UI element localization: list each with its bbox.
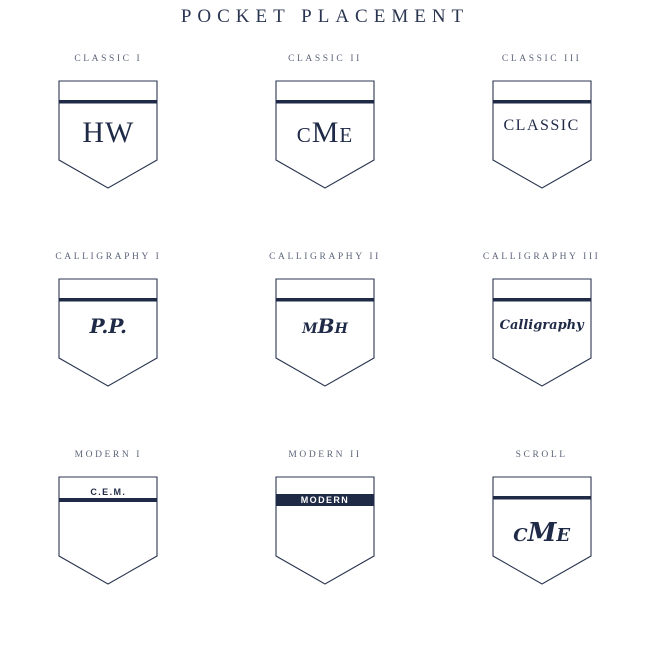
- pocket-band: [493, 298, 591, 302]
- pocket-shape: [492, 476, 592, 586]
- pocket-option-label: CALLIGRAPHY III: [482, 252, 601, 262]
- pocket-outline-icon: [492, 278, 592, 388]
- monogram: [58, 118, 158, 148]
- monogram-letter-center: B: [317, 314, 335, 338]
- pocket-option-label: MODERN I: [74, 450, 143, 460]
- monogram-letter-left: H: [82, 116, 105, 149]
- pocket-option[interactable]: [217, 54, 434, 252]
- monogram-letter-left: P.: [89, 314, 109, 338]
- pocket-shape: [275, 278, 375, 388]
- pocket-option-label: SCROLL: [515, 450, 568, 460]
- monogram-text: C.E.M.: [90, 487, 127, 497]
- pocket-option-label: MODERN II: [288, 450, 362, 460]
- pocket-band: [59, 100, 157, 104]
- pocket-option[interactable]: [433, 252, 650, 450]
- monogram: [275, 118, 375, 148]
- monogram-letter-left: C: [513, 525, 528, 546]
- monogram-letter-right: E: [339, 123, 354, 147]
- monogram-text: MODERN: [300, 495, 350, 505]
- pocket-band: [59, 498, 157, 502]
- pocket-option[interactable]: [217, 450, 434, 648]
- monogram-letter-center: M: [311, 116, 340, 149]
- pocket-band: [493, 100, 591, 104]
- pocket-option-label: CALLIGRAPHY II: [269, 252, 381, 262]
- monogram: [58, 488, 158, 497]
- pocket-shape: [58, 80, 158, 190]
- monogram: [492, 316, 592, 332]
- pocket-outline-icon: [492, 80, 592, 190]
- monogram: [58, 316, 158, 336]
- monogram: [492, 520, 592, 546]
- pocket-option-label: CLASSIC II: [288, 54, 362, 64]
- pocket-option-label: CLASSIC I: [74, 54, 143, 64]
- pocket-band: [59, 298, 157, 302]
- pocket-option-label: CLASSIC III: [501, 54, 582, 64]
- pocket-option[interactable]: [0, 450, 217, 648]
- monogram-letter-left: C: [296, 123, 312, 147]
- pocket-option-label: CALLIGRAPHY I: [55, 252, 162, 262]
- pocket-band: [276, 298, 374, 302]
- pocket-band: [493, 496, 591, 500]
- pocket-option[interactable]: [217, 252, 434, 450]
- monogram-letter-center: M: [527, 518, 557, 548]
- pocket-outline-icon: [275, 476, 375, 586]
- pocket-shape: [275, 80, 375, 190]
- monogram: [275, 496, 375, 505]
- pocket-option[interactable]: [0, 54, 217, 252]
- pocket-option[interactable]: [433, 54, 650, 252]
- monogram-letter-left: M: [302, 321, 318, 337]
- pocket-band: [276, 100, 374, 104]
- monogram: [492, 118, 592, 134]
- monogram-text: CLASSIC: [503, 117, 580, 134]
- pocket-shape: [58, 476, 158, 586]
- pocket-shape: [58, 278, 158, 388]
- monogram-letter-right: H: [334, 321, 348, 337]
- pocket-option[interactable]: [433, 450, 650, 648]
- pocket-shape: [275, 476, 375, 586]
- pocket-shape: [492, 278, 592, 388]
- pocket-shape: [492, 80, 592, 190]
- monogram-letter-right: P.: [108, 314, 128, 338]
- monogram-letter-right: E: [556, 525, 571, 546]
- page-title: POCKET PLACEMENT: [180, 6, 470, 27]
- monogram: [275, 316, 375, 336]
- monogram-text: Calligraphy: [499, 318, 584, 333]
- pocket-placement-grid: [0, 54, 650, 648]
- monogram-letter-right: W: [105, 116, 135, 149]
- pocket-option[interactable]: [0, 252, 217, 450]
